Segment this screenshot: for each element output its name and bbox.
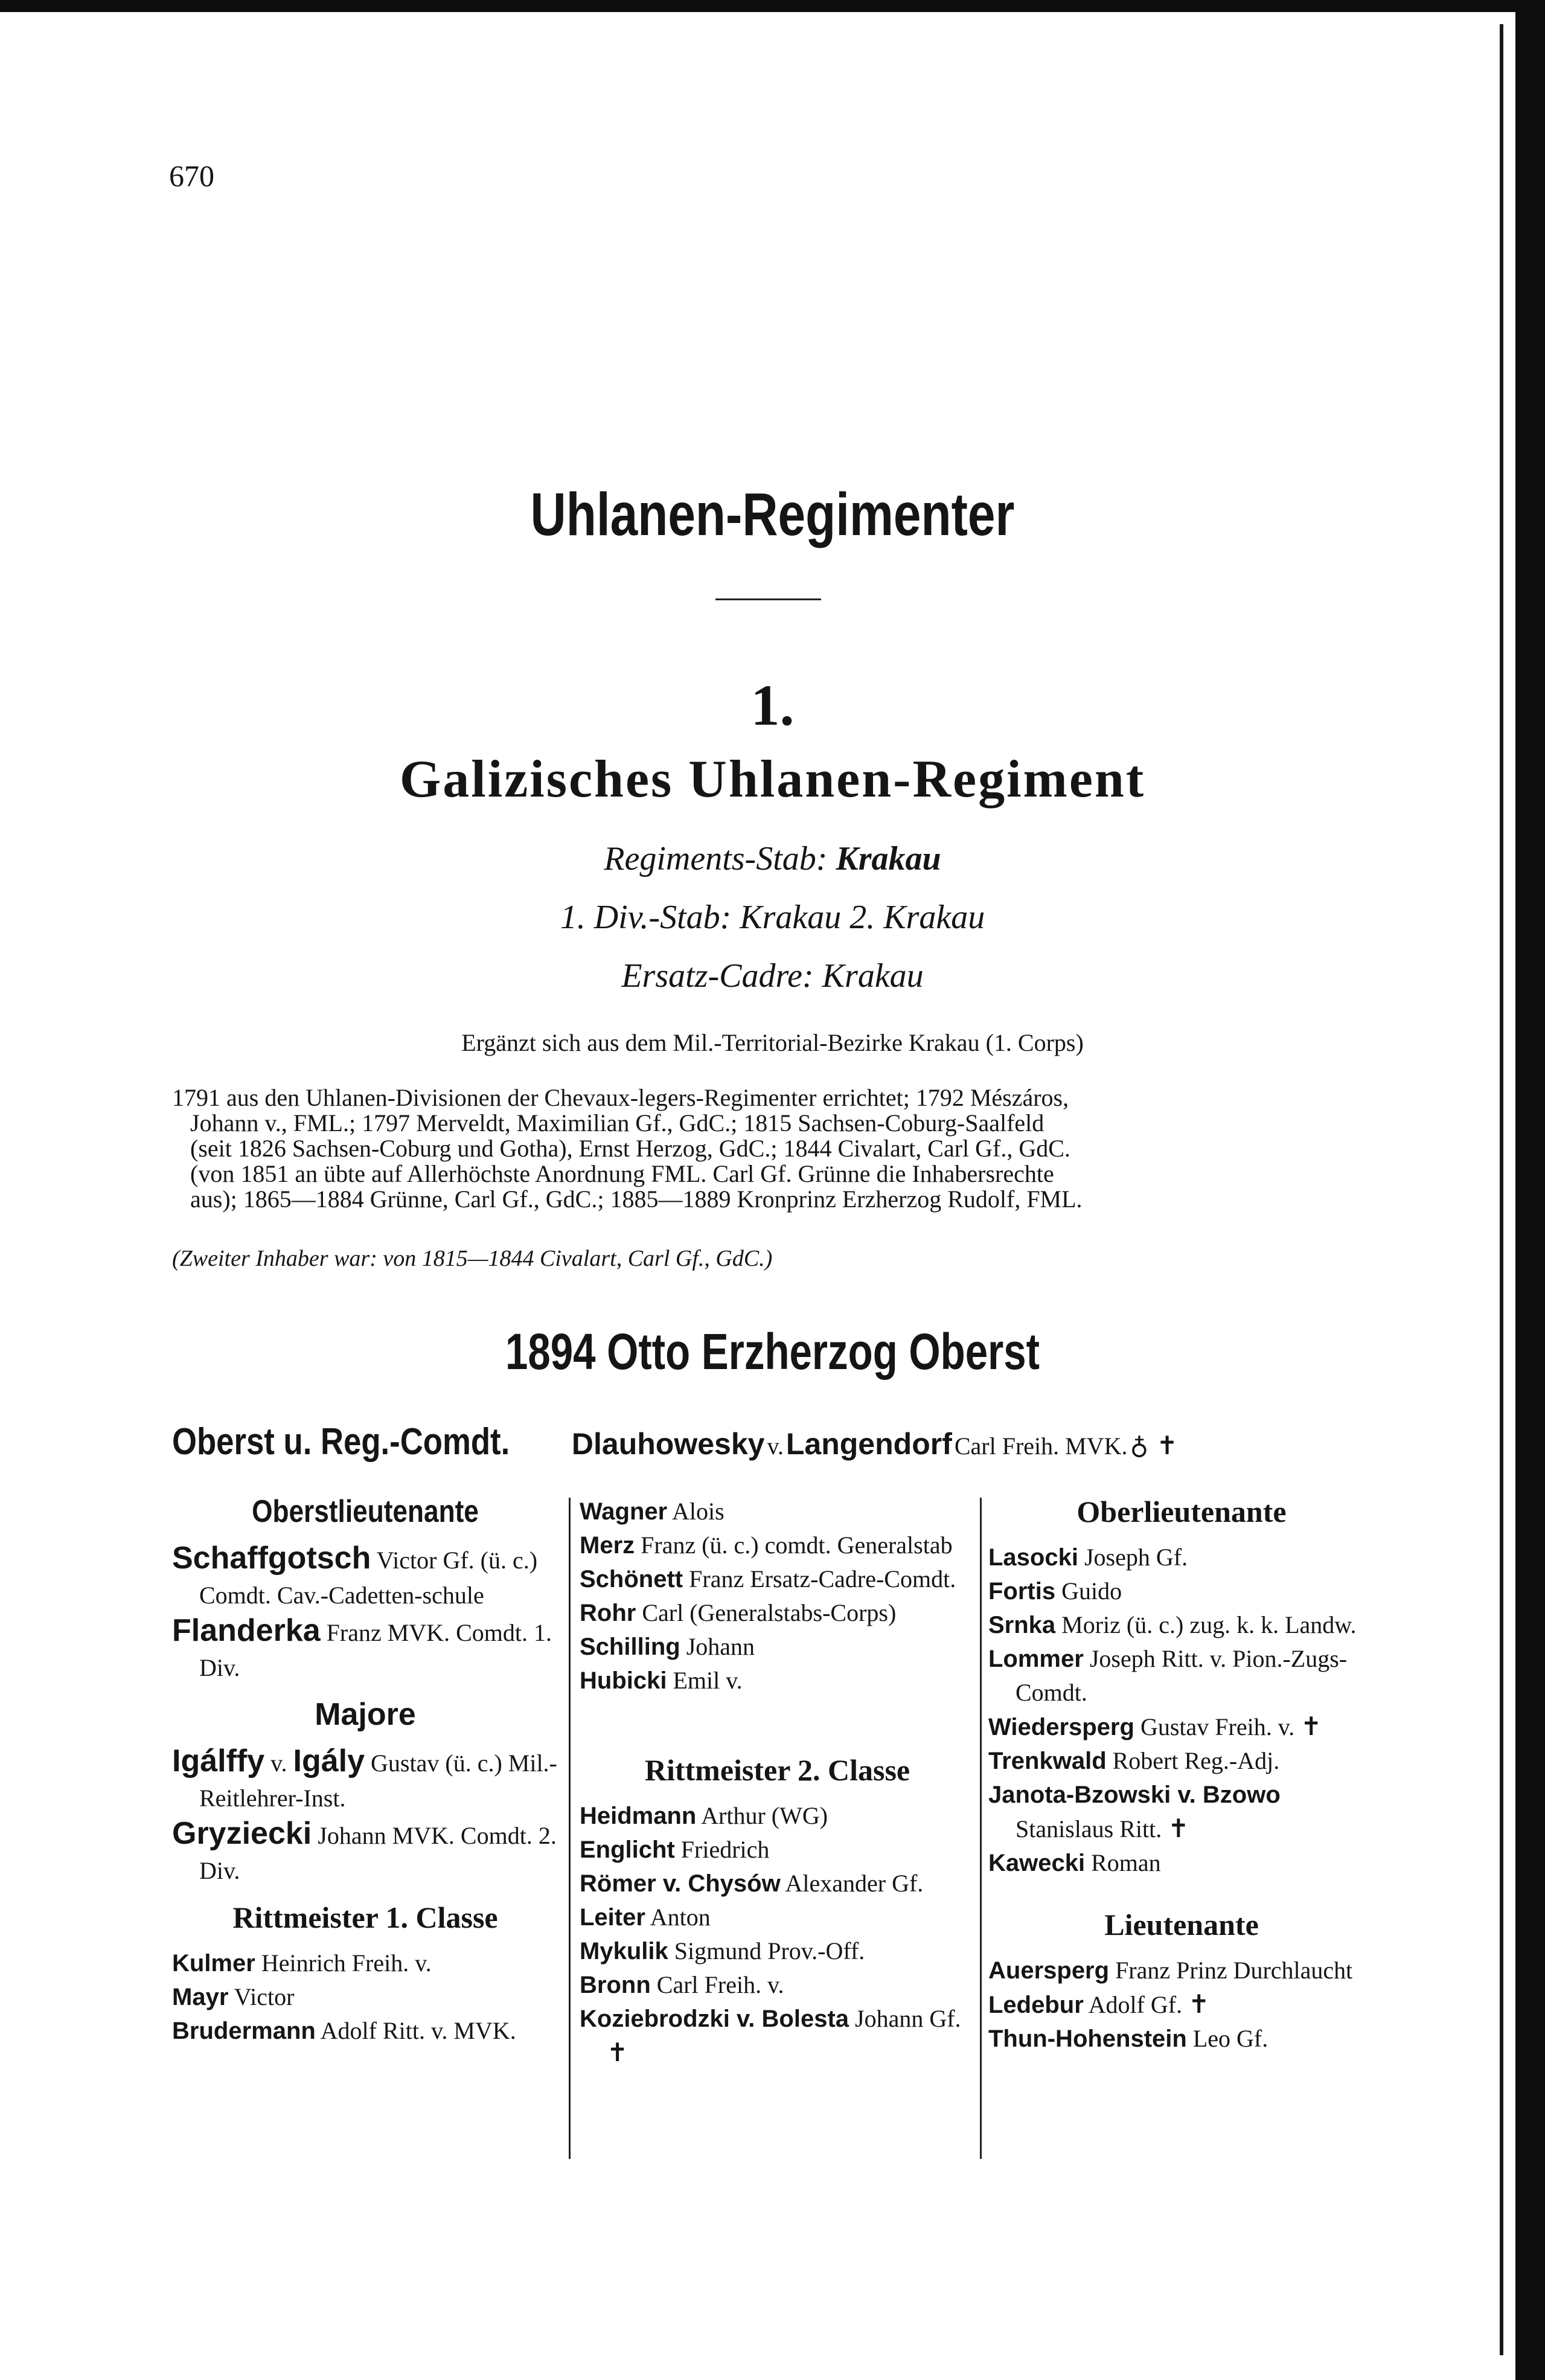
- list-item: Thun-Hohenstein Leo Gf.: [988, 2025, 1268, 2052]
- column-divider-left: [569, 1498, 571, 2159]
- section-heading-oberlieutenante: Oberlieutenante: [1076, 1495, 1287, 1528]
- list-item: Lommer Joseph Ritt. v. Pion.-Zugs-Comdt.: [988, 1645, 1348, 1706]
- history-line: (seit 1826 Sachsen-Coburg und Gotha), Ernst Herzog, GdC.; 1844 Civalart, Carl Gf., GdC.: [190, 1135, 1070, 1162]
- section-heading-rittmeister-1: Rittmeister 1. Classe: [232, 1900, 498, 1934]
- list-item: Heidmann Arthur (WG): [580, 1802, 828, 1829]
- list-item: Wagner Alois: [580, 1498, 725, 1525]
- oberst-name: Dlauhowesky: [571, 1427, 765, 1461]
- oberst-label: Oberst u. Reg.-Comdt.: [172, 1421, 510, 1463]
- stab-value: Krakau: [836, 840, 941, 877]
- list-item: Englicht Friedrich: [580, 1836, 770, 1863]
- list-item: Janota-Bzowski v. Bzowo Stanislaus Ritt. ✝: [988, 1782, 1281, 1843]
- list-item: Fortis Guido: [988, 1577, 1122, 1605]
- cross-icon: ✝: [1168, 1814, 1189, 1843]
- list-item: Brudermann Adolf Ritt. v. MVK.: [172, 2017, 516, 2044]
- list-item: Wiedersperg Gustav Freih. v. ✝: [988, 1711, 1322, 1741]
- list-item: Kawecki Roman: [988, 1849, 1161, 1876]
- section-heading-oberstlieutenante: Oberstlieutenante: [252, 1494, 479, 1529]
- cross-icon: ✝: [607, 2038, 629, 2067]
- list-item: Gryziecki Johann MVK. Comdt. 2. Div.: [172, 1816, 557, 1884]
- oberst-name-2: Langendorf: [785, 1427, 952, 1461]
- history-line: (von 1851 an übte auf Allerhöchste Anordnung FML. Carl Gf. Grünne die Inhabersrechte: [190, 1160, 1054, 1187]
- title-divider: [715, 598, 821, 600]
- oberst-v: v.: [767, 1432, 784, 1460]
- recruitment-district: Ergänzt sich aus dem Mil.-Territorial-Bezirke Krakau (1. Corps): [461, 1029, 1084, 1056]
- list-item: Hubicki Emil v.: [580, 1667, 743, 1694]
- column-right: [988, 1495, 1375, 2056]
- list-item: Kulmer Heinrich Freih. v.: [172, 1949, 432, 1977]
- list-item: Leiter Anton: [580, 1904, 711, 1931]
- year-heading: 1894 Otto Erzherzog Oberst: [505, 1323, 1040, 1380]
- regiment-number: 1.: [750, 673, 795, 737]
- stab-label: Regiments-Stab:: [604, 840, 828, 877]
- list-item: Srnka Moriz (ü. c.) zug. k. k. Landw.: [988, 1611, 1357, 1638]
- regiment-history: [172, 1085, 1380, 1212]
- list-item: Schönett Franz Ersatz-Cadre-Comdt.: [580, 1565, 956, 1593]
- column-left: [172, 1495, 558, 2048]
- section-heading-lieutenante: Lieutenante: [1104, 1908, 1259, 1942]
- page-number: 670: [169, 159, 214, 193]
- list-item: Schaffgotsch Victor Gf. (ü. c.) Comdt. Cav.-Cadetten-schule: [172, 1541, 538, 1609]
- decoration-symbols: ♁ ✝: [1130, 1431, 1178, 1460]
- scan-margin-line: [1500, 24, 1503, 2355]
- division-stab: 1. Div.-Stab: Krakau 2. Krakau: [560, 899, 985, 936]
- list-item: Ledebur Adolf Gf. ✝: [988, 1989, 1210, 2019]
- scan-border-top: [0, 0, 1545, 12]
- list-item: Römer v. Chysów Alexander Gf.: [580, 1870, 924, 1897]
- list-item: Trenkwald Robert Reg.-Adj.: [988, 1747, 1280, 1774]
- list-item: Rohr Carl (Generalstabs-Corps): [580, 1599, 897, 1626]
- history-line: aus); 1865—1884 Grünne, Carl Gf., GdC.; 1885—1889 Kronprinz Erzherzog Rudolf, FML.: [190, 1185, 1083, 1213]
- list-item: Mykulik Sigmund Prov.-Off.: [580, 1937, 865, 1965]
- ersatz-cadre: Ersatz-Cadre: Krakau: [621, 957, 924, 995]
- list-item: Koziebrodzki v. Bolesta Johann Gf. ✝: [580, 2005, 961, 2067]
- scan-border-right: [1515, 0, 1545, 2380]
- cross-icon: ✝: [1188, 1989, 1210, 2019]
- list-item: Igálffy v. Igály Gustav (ü. c.) Mil.-Reitlehrer-Inst.: [172, 1743, 557, 1812]
- list-item: Schilling Johann: [580, 1633, 755, 1660]
- regiment-name: Galizisches Uhlanen-Regiment: [399, 750, 1146, 809]
- history-line: 1791 aus den Uhlanen-Divisionen der Chevaux-legers-Regimenter errichtet; 1792 Mészáros,: [172, 1084, 1069, 1111]
- second-owner-note: (Zweiter Inhaber war: von 1815—1844 Civalart, Carl Gf., GdC.): [172, 1246, 773, 1271]
- oberst-row: [172, 1420, 1410, 1463]
- list-item: Mayr Victor: [172, 1983, 295, 2010]
- oberst-detail: Carl Freih. MVK.: [954, 1432, 1128, 1460]
- regiments-stab: [0, 839, 1545, 878]
- list-item: Auersperg Franz Prinz Durchlaucht: [988, 1957, 1353, 1984]
- page-title: Uhlanen-Regimenter: [530, 481, 1015, 548]
- list-item: Lasocki Joseph Gf.: [988, 1544, 1188, 1571]
- section-heading-majore: Majore: [315, 1697, 416, 1732]
- column-middle: [580, 1495, 975, 2070]
- section-heading-rittmeister-2: Rittmeister 2. Classe: [644, 1753, 910, 1787]
- history-line: Johann v., FML.; 1797 Merveldt, Maximilian Gf., GdC.; 1815 Sachsen-Coburg-Saalfeld: [190, 1109, 1044, 1137]
- list-item: Bronn Carl Freih. v.: [580, 1971, 784, 1998]
- column-divider-right: [980, 1498, 982, 2159]
- cross-icon: ✝: [1300, 1711, 1322, 1741]
- list-item: Merz Franz (ü. c.) comdt. Generalstab: [580, 1532, 953, 1559]
- list-item: Flanderka Franz MVK. Comdt. 1. Div.: [172, 1613, 552, 1681]
